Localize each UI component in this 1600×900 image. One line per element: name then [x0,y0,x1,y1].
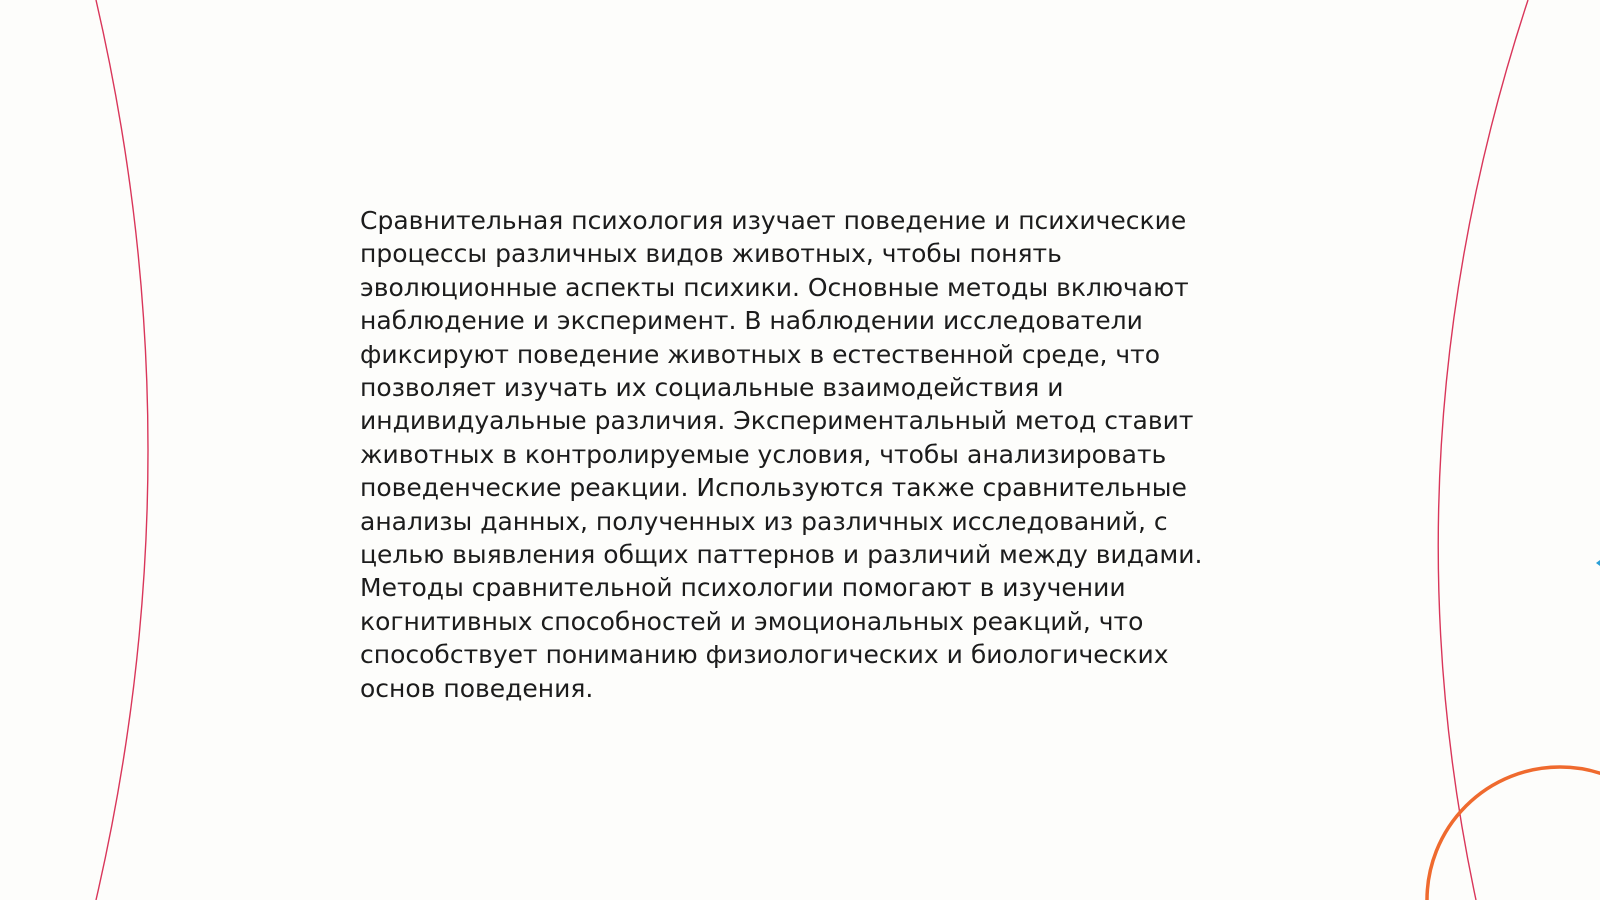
paragraph-line: поведенческие реакции. Используются также сравнительные [360,473,1187,503]
paragraph-line: животных в контролируемые условия, чтобы анализировать [360,439,1167,469]
paragraph-line: когнитивных способностей и эмоциональных реакций, что [360,606,1144,636]
paragraph-line: эволюционные аспекты психики. Основные методы включают [360,272,1189,302]
blue-accent-mark [1596,560,1600,566]
paragraph-line: процессы различных видов животных, чтобы понять [360,239,1062,269]
paragraph-line: наблюдение и эксперимент. В наблюдении исследователи [360,306,1143,336]
paragraph-line: Методы сравнительной психологии помогают в изучении [360,573,1126,603]
right-arc-line [1438,0,1528,900]
paragraph-line: анализы данных, полученных из различных исследований, с [360,506,1168,536]
paragraph-line: Сравнительная психология изучает поведение и психические [360,206,1187,235]
body-paragraph [360,204,1260,705]
paragraph-line: фиксируют поведение животных в естественной среде, что [360,339,1160,369]
paragraph-line: целью выявления общих паттернов и различий между видами. [360,540,1203,570]
orange-circle-outline [1427,767,1600,900]
paragraph-line: способствует пониманию физиологических и биологических [360,640,1169,670]
paragraph-line: основ поведения. [360,673,594,703]
paragraph-line: позволяет изучать их социальные взаимодействия и [360,373,1064,403]
left-arc-line [96,0,148,900]
paragraph-line: индивидуальные различия. Экспериментальный метод ставит [360,406,1194,436]
